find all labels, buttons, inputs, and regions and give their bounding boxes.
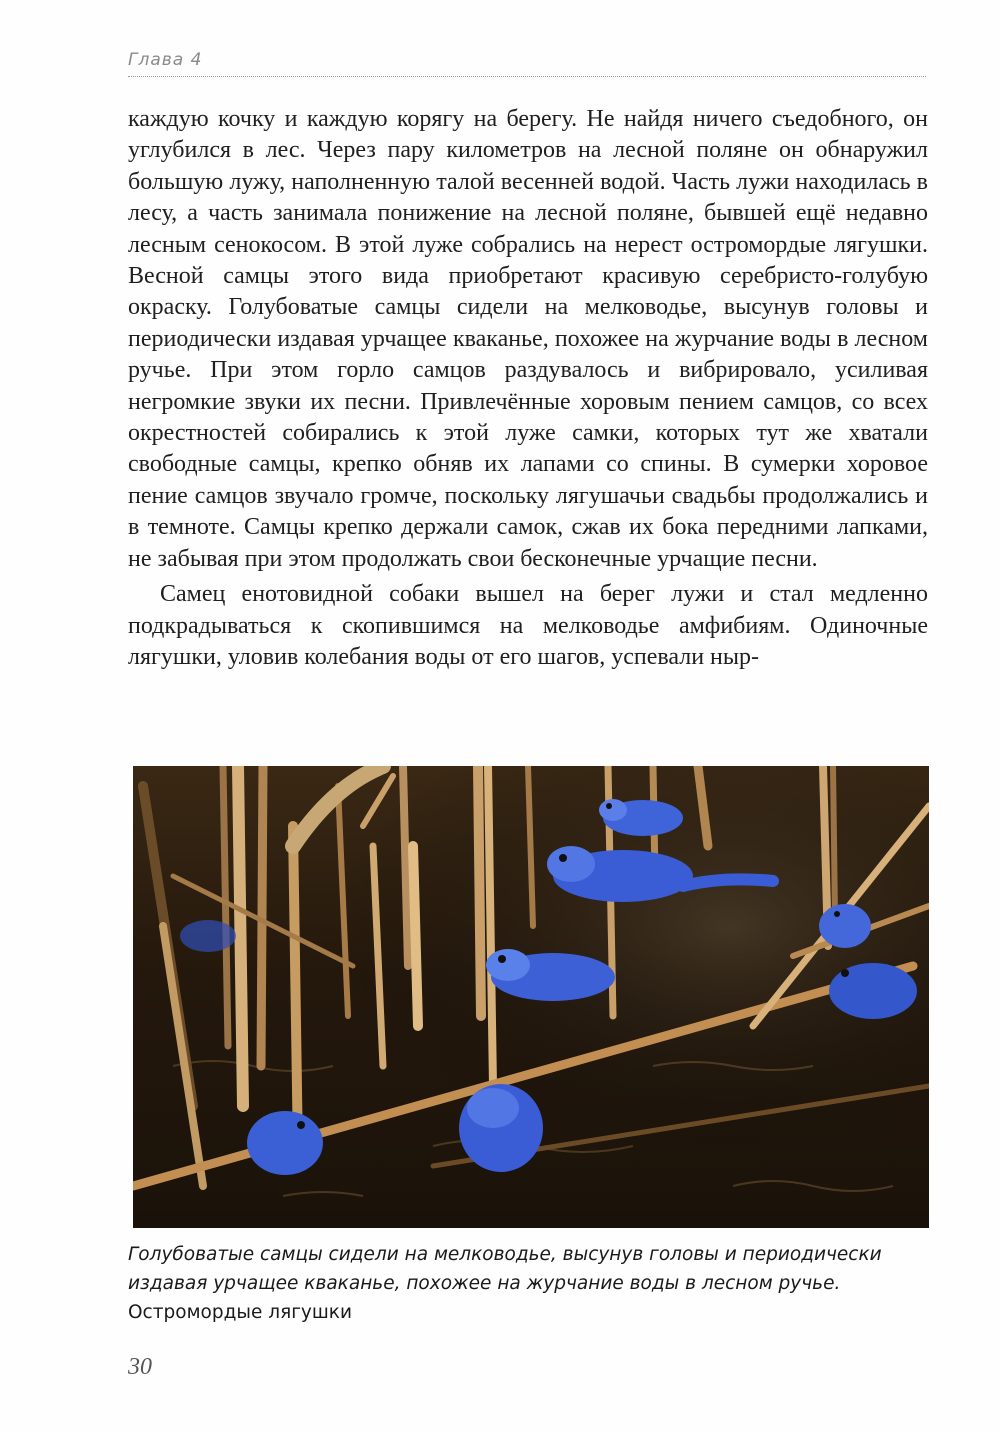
header-rule (128, 76, 926, 77)
page-number: 30 (128, 1354, 152, 1380)
frog (247, 1111, 323, 1175)
frog (829, 963, 917, 1019)
body-text (128, 104, 928, 673)
frog (459, 1084, 543, 1172)
paragraph: каждую кочку и каждую корягу на берегу. Не найдя ничего съедобного, он углубился в лес. Через пару километров на лесной поляне он обнаружил большую лужу, наполненную талой весенней водой. Часть лужи находилась в лесу, а часть занимала понижение на лесной поляне, бывшей ещё недавно лесным сенокосом. В этой луже собрались на нерест остромордые лягушки. Весной самцы этого вида приобретают красивую серебристо-голубую окраску. Голубоватые самцы сидели на мелководье, высунув головы и периодически издавая урчащее кваканье, похожее на журчание воды в лесном ручье. При этом горло самцов раздувалось и вибрировало, усиливая негромкие звуки их песни. Привлечённые хоровым пением самцов, со всех окрестностей собирались к этой луже самки, которых тут же хватали свободные самцы, крепко обняв их лапами со спины. В сумерки хоровое пение самцов звучало громче, поскольку лягушачьи свадьбы продолжались и в темноте. Самцы крепко держали самок, сжав их бока передними лапками, не забывая при этом продолжать свои бесконечные урчащие песни. (128, 106, 928, 572)
frog-photo (133, 766, 929, 1228)
caption-species: Остромордые лягушки (128, 1302, 352, 1323)
frog (819, 904, 871, 948)
frog (180, 920, 236, 952)
caption-description: Голубоватые самцы сидели на мелководье, высунув головы и периодически издавая урчащее кваканье, похожее на журчание воды в лесном ручье. (128, 1244, 882, 1294)
running-head: Глава 4 (128, 50, 203, 70)
paragraph: Самец енотовидной собаки вышел на берег лужи и стал медленно подкрадываться к скопившимся на мелководье амфибиям. Одиночные лягушки, уловив колебания воды от его шагов, успевали ныр- (128, 581, 928, 670)
figure-caption (128, 1240, 928, 1327)
